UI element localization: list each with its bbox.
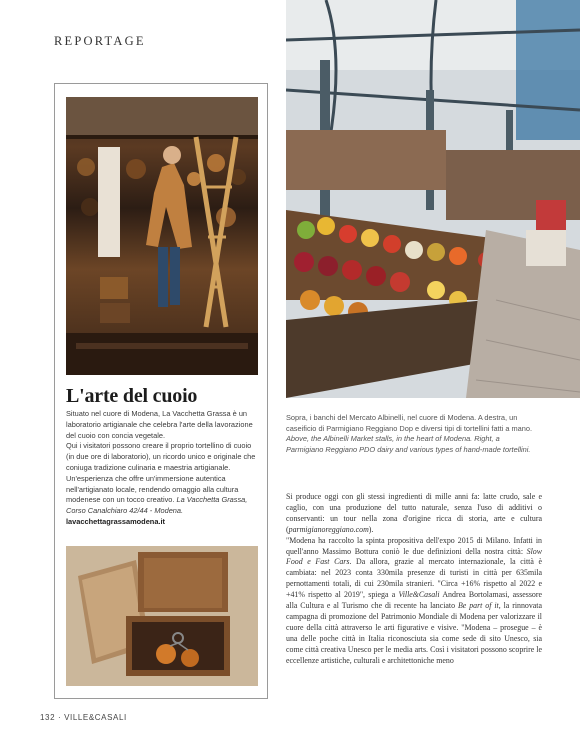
sidebar-paragraph: Situato nel cuore di Modena, La Vacchetta Grassa è un laboratorio artigianale che celebra l'arte della lavorazione del cuoio con concia vegetale. [66,409,253,440]
article-emphasis: Slow Food e Fast Cars [286,546,542,567]
article-text: . Da allora, grazie al mercato internazionale, la città è cambiata: nel 2023 conta 330mila presenze di turisti in città per 635mila pernottamenti totali, di cui 230mila stranieri. "Circa +16% rispetto al 2022 e +41% rispetto al 2019", spiega a [286,557,542,600]
article-text: Andrea Bortolamasi, assessore alla Cultura e al Turismo che di recente ha lanciato [286,590,542,611]
sidebar-body [66,409,260,528]
article-paragraph [286,536,542,667]
leather-box-photo [66,546,258,686]
article-text: Si produce oggi con gli stessi ingredienti di mille anni fa: latte crudo, sale e caglio, con una produzione del tutto naturale, senza l'uso di additivi o conservanti: un tour nella zona d'origine ricca di storia, arte e cultura ( [286,492,542,534]
market-illustration [286,0,580,398]
sidebar-card [54,83,268,699]
caption-italian: Sopra, i banchi del Mercato Albinelli, nel cuore di Modena. A destra, un caseificio di Parmigiano Reggiano Dop e diversi tipi di tortellini fatti a mano. [286,413,533,433]
section-label: REPORTAGE [54,34,146,48]
workshop-photo [66,97,258,375]
page-footer: 132 · VILLE&CASALI [40,713,127,722]
sidebar-address: La Vacchetta Grassa, Corso Canalchiaro 42/44 - Modena. [66,495,248,516]
leather-box-illustration [66,546,258,686]
sidebar-paragraph [66,441,260,527]
article-paragraph [286,492,542,536]
sidebar-paragraph-text: Qui i visitatori possono creare il proprio tortellino di cuoio (in due ore di laboratorio), un ricordo unico e originale che coniuga tradizione culinaria e maestria artigianale. Un'esperienza che offre un'immersione autentica nell'artigianato locale, rendendo omaggio alla cultura modenese con un tocco creativo. [66,441,256,505]
magazine-name: Ville&Casali [398,590,440,600]
article-body [286,492,542,667]
caption-english: Above, the Albinelli Market stalls, in the heart of Modena. Right, a Parmigiano Reggiano PDO dairy and various types of hand-made tortellini. [286,434,531,454]
article-text: "Modena ha raccolto la spinta propositiva dell'expo 2015 di Milano. Infatti in quell'anno Massimo Bottura coniò le due definizioni della nostra città: [286,535,542,556]
article-link[interactable]: parmigianoreggiano.com [288,524,369,534]
campaign-name: Be part of it [457,601,499,611]
sidebar-website-link[interactable]: lavacchettagrassamodena.it [66,516,165,526]
sidebar-title: L'arte del cuoio [66,385,198,407]
article-text: ). [368,524,374,534]
magazine-title: VILLE&CASALI [64,713,127,722]
photo-caption [286,413,536,455]
market-photo [286,0,580,398]
article-text: , la rinnovata campagna di promozione del Patrimonio Mondiale di Modena per valorizzare il cuore della città attraverso le arti figurative e visive. "Modena – prosegue – è una delle poche città in Italia riconosciuta sia come sede di sito Unesco, sia come città creativa Unesco per le media arts. Così i visitatori possono scoprire le eccellenze artistiche, culturali e architettoniche meno [286,601,542,665]
page-number: 132 [40,713,56,722]
workshop-illustration [66,97,258,375]
